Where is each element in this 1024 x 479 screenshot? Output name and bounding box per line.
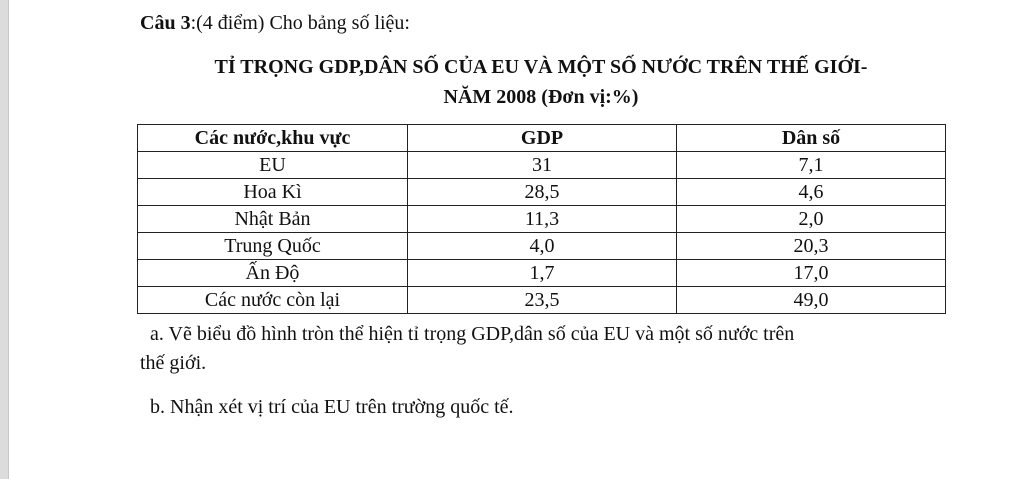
task-a: [140, 320, 940, 378]
cell-region: Các nước còn lại: [138, 287, 408, 314]
document-page: [9, 0, 1024, 479]
cell-region: Trung Quốc: [138, 233, 408, 260]
task-b: b. Nhận xét vị trí của EU trên trường quốc tế.: [150, 396, 514, 418]
cell-gdp: 11,3: [408, 206, 677, 233]
header-region: Các nước,khu vực: [138, 125, 408, 152]
table-row: [138, 206, 946, 233]
cell-population: 2,0: [677, 206, 946, 233]
table-row: [138, 179, 946, 206]
table-row: [138, 287, 946, 314]
header-gdp: GDP: [408, 125, 677, 152]
cell-population: 7,1: [677, 152, 946, 179]
cell-population: 4,6: [677, 179, 946, 206]
cell-gdp: 23,5: [408, 287, 677, 314]
table-header-row: [138, 125, 946, 152]
question-text: :(4 điểm) Cho bảng số liệu:: [190, 12, 410, 34]
cell-region: Ấn Độ: [138, 260, 408, 287]
table-title: [129, 52, 953, 112]
cell-population: 20,3: [677, 233, 946, 260]
task-a-line-1: a. Vẽ biểu đồ hình tròn thể hiện tỉ trọng GDP,dân số của EU và một số nước trên: [150, 323, 795, 345]
header-population: Dân số: [677, 125, 946, 152]
cell-population: 17,0: [677, 260, 946, 287]
cell-population: 49,0: [677, 287, 946, 314]
question-heading: [140, 9, 410, 37]
cell-region: Hoa Kì: [138, 179, 408, 206]
window-left-edge: [0, 0, 9, 479]
table-title-line-2: NĂM 2008 (Đơn vị:%): [443, 86, 639, 108]
cell-gdp: 31: [408, 152, 677, 179]
data-table: [137, 124, 946, 314]
cell-region: Nhật Bản: [138, 206, 408, 233]
task-a-line-2: thế giới.: [140, 352, 207, 374]
table-row: [138, 233, 946, 260]
question-label: Câu 3: [140, 12, 191, 34]
table-row: [138, 260, 946, 287]
table-title-line-1: TỈ TRỌNG GDP,DÂN SỐ CỦA EU VÀ MỘT SỐ NƯỚC TRÊN THẾ GIỚI-: [214, 56, 868, 78]
table-row: [138, 152, 946, 179]
cell-gdp: 28,5: [408, 179, 677, 206]
cell-region: EU: [138, 152, 408, 179]
cell-gdp: 1,7: [408, 260, 677, 287]
cell-gdp: 4,0: [408, 233, 677, 260]
